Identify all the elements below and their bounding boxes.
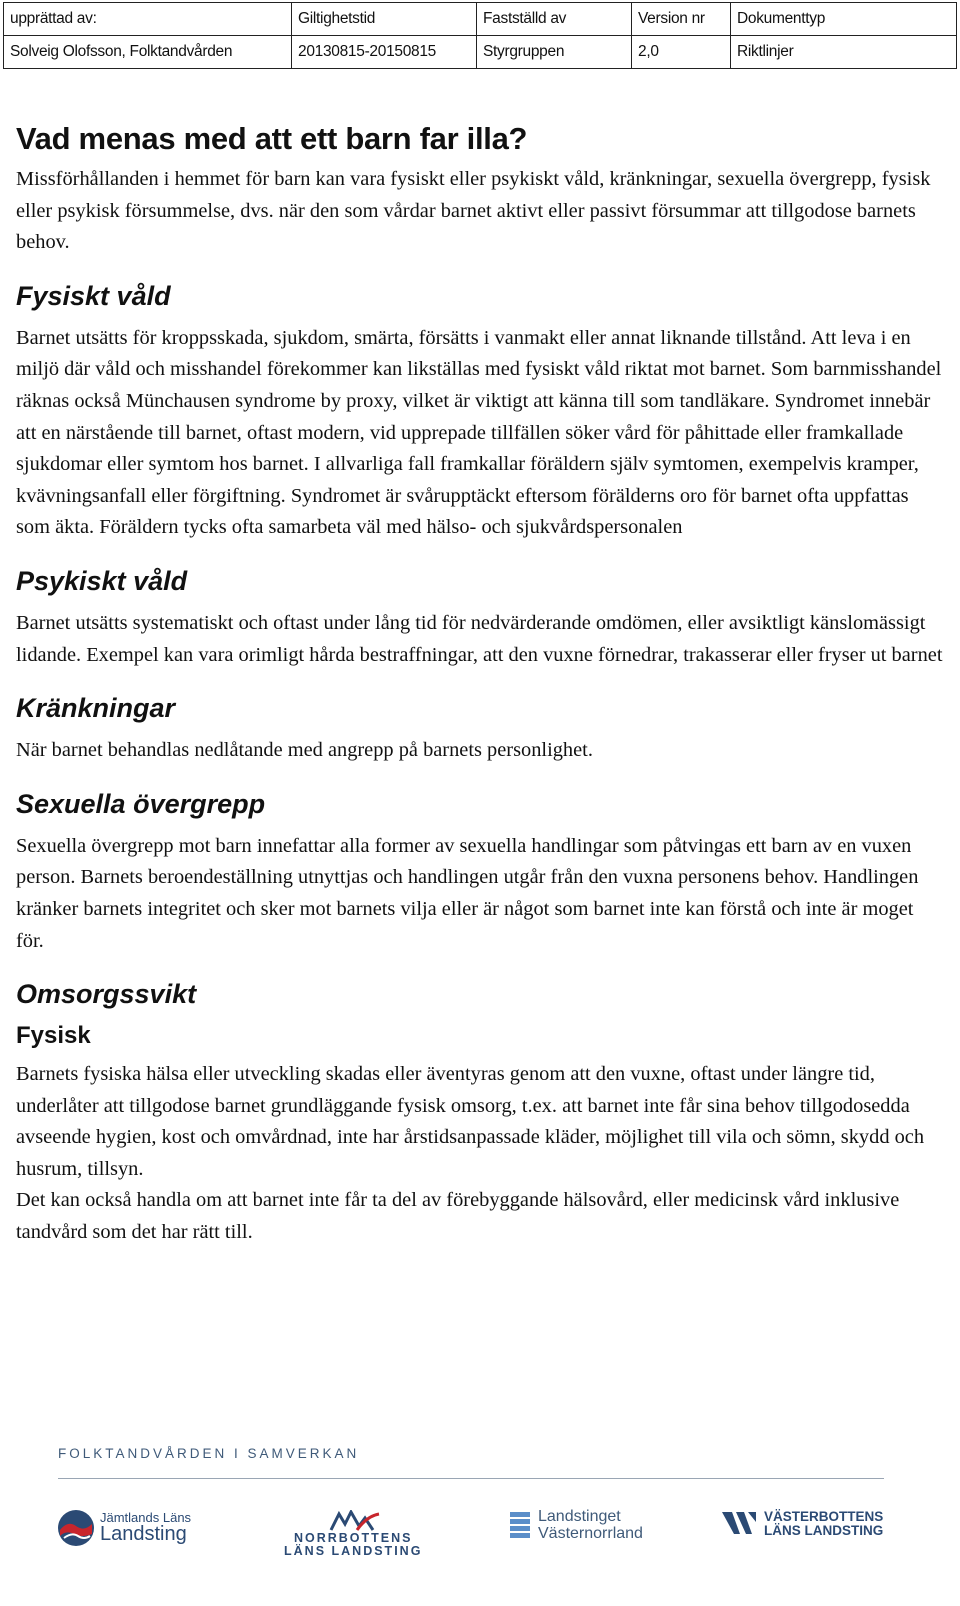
section-text-krankningar: När barnet behandlas nedlåtande med angrepp på barnets personlighet. bbox=[16, 739, 593, 762]
norrbotten-line-2: LÄNS LANDSTING bbox=[284, 1544, 423, 1559]
footer-title: FOLKTANDVÅRDEN I SAMVERKAN bbox=[58, 1446, 360, 1461]
vasternorrland-emblem-icon bbox=[508, 1508, 532, 1544]
section-heading-sexuella-overgrepp: Sexuella övergrepp bbox=[16, 788, 266, 819]
section-text-fysisk-1: Barnets fysiska hälsa eller utveckling skadas eller äventyras genom att den vuxne, oftast under längre tid, underlåter att tillgodose barnet grundläggande fysisk omsorg, t.ex. att barnet inte får sina behov tillgodosedda avseende hygien, kost och omvårdnad, inte har årstidsanpassade kläder, möjlighet till vila och sömn, skydd och husrum, tillsyn. bbox=[16, 1063, 925, 1180]
section-text-psykiskt-vald: Barnet utsätts systematiskt och oftast under lång tid för nedvärderande omdömen, eller avsiktligt känslomässigt lidande. Exempel kan vara orimligt hårda bestraffningar, att den vuxne förnedrar, trakasserar eller fryser ut barnet bbox=[16, 611, 943, 666]
page-title: Vad menas med att ett barn far illa? bbox=[16, 121, 528, 156]
header-label-version: Version nr bbox=[632, 3, 731, 36]
logo-vasternorrland bbox=[508, 1508, 643, 1544]
header-value-validity: 20130815-20150815 bbox=[292, 36, 477, 69]
norrbotten-line-1: NORRBOTTENS bbox=[293, 1531, 413, 1545]
section-heading-krankningar: Kränkningar bbox=[16, 693, 176, 724]
section-heading-fysiskt-vald: Fysiskt våld bbox=[16, 280, 171, 311]
section-text-fysiskt-vald: Barnet utsätts för kroppsskada, sjukdom, smärta, försätts i vanmakt eller annat liknande tillstånd. Att leva i en miljö där våld och misshandel förekommer kan likställas med fysiskt våld riktat mot barnet. Som barnmisshandel räknas också Münchausen syndrome by proxy, vilket är viktigt att känna till som tandläkare. Syndromet innebär att en närstående till barnet, oftast modern, vid upprepade tillfällen söker vård för påhittade eller framkallade sjukdomar eller symtom hos barnet. I allvarliga fall framkallar föräldern själv symtomen, exempelvis kramper, kvävningsanfall eller förgiftning. Syndromet är svårupptäckt eftersom förälderns oro för barnet ofta uppfattas som äkta. Föräldern tycks ofta samarbeta väl med hälso- och sjukvårdspersonalen bbox=[16, 326, 942, 539]
jamtland-emblem-icon bbox=[56, 1508, 96, 1548]
document-header-table bbox=[3, 2, 957, 69]
header-label-author: upprättad av: bbox=[4, 3, 292, 36]
header-label-doctype: Dokumenttyp bbox=[731, 3, 957, 36]
vasterbotten-line-1: VÄSTERBOTTENS bbox=[764, 1508, 884, 1524]
vasterbotten-line-2: LÄNS LANDSTING bbox=[764, 1523, 884, 1538]
section-text-sexuella-overgrepp: Sexuella övergrepp mot barn innefattar alla former av sexuella handlingar som påtvingas ett barn av en vuxen person. Barnets beroendeställning utnyttjas och handlingen utgår från den vuxna personens behov. Handlingen kränker barnets integritet och sker mot barnets vilja eller är något som barnet inte kan förstå och inte är moget för. bbox=[16, 834, 919, 952]
logo-vasterbotten bbox=[720, 1508, 883, 1540]
header-value-approved-by: Styrgruppen bbox=[477, 36, 632, 69]
section-heading-omsorgssvikt: Omsorgssvikt bbox=[16, 979, 197, 1010]
vasterbotten-emblem-icon bbox=[720, 1508, 758, 1540]
jamtland-line-2: Landsting bbox=[100, 1523, 187, 1546]
subheading-fysisk: Fysisk bbox=[16, 1022, 91, 1050]
vasternorrland-line-2: Västernorrland bbox=[538, 1525, 643, 1542]
header-value-doctype: Riktlinjer bbox=[731, 36, 957, 69]
intro-paragraph: Missförhållanden i hemmet för barn kan vara fysiskt eller psykiskt våld, kränkningar, sexuella övergrepp, fysisk eller psykisk försummelse, dvs. när den som vårdar barnet aktivt eller passivt försummar att tillgodose barnets behov. bbox=[16, 168, 931, 254]
header-value-author: Solveig Olofsson, Folktandvården bbox=[4, 36, 292, 69]
document-body bbox=[16, 120, 946, 1269]
footer-divider bbox=[58, 1478, 884, 1479]
jamtland-line-1: Jämtlands Läns bbox=[100, 1509, 192, 1525]
section-heading-psykiskt-vald: Psykiskt våld bbox=[16, 565, 188, 596]
header-value-version: 2,0 bbox=[632, 36, 731, 69]
header-labels-row bbox=[4, 3, 957, 36]
logo-norrbotten bbox=[284, 1510, 422, 1558]
vasternorrland-line-1: Landstinget bbox=[538, 1508, 621, 1526]
logo-jamtland bbox=[56, 1508, 191, 1548]
section-text-fysisk-2: Det kan också handla om att barnet inte får ta del av förebyggande hälsovård, eller medicinsk vård inklusive tandvård som det har rätt till. bbox=[16, 1189, 900, 1244]
header-label-approved-by: Fastställd av bbox=[477, 3, 632, 36]
header-values-row bbox=[4, 36, 957, 69]
header-label-validity: Giltighetstid bbox=[292, 3, 477, 36]
norrbotten-emblem-icon bbox=[323, 1510, 383, 1532]
